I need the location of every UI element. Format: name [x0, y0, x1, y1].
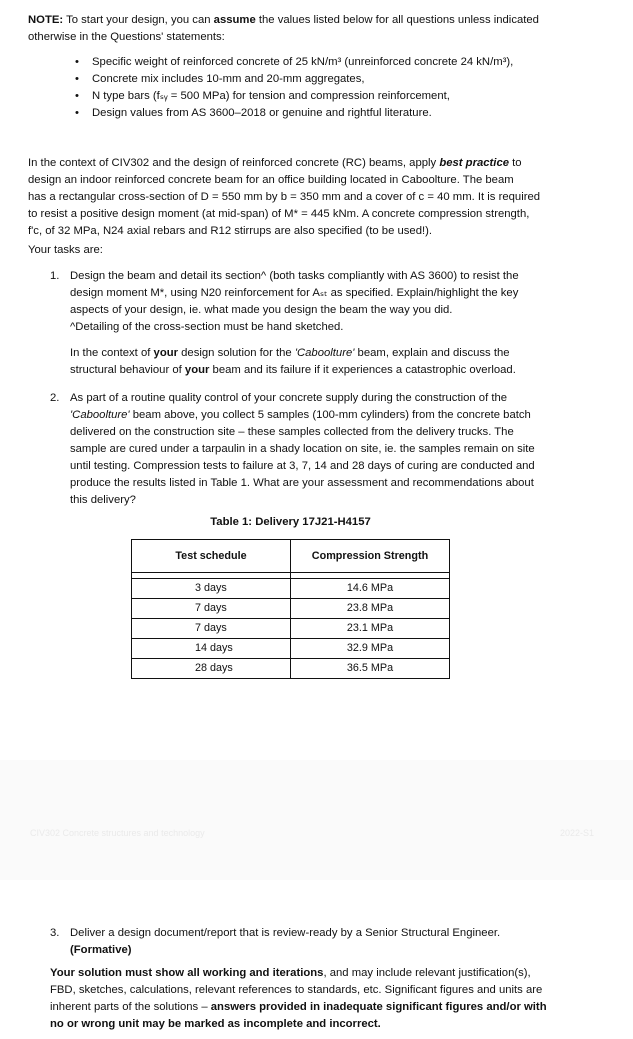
table-header-row: [132, 540, 450, 573]
note-section: [28, 12, 608, 122]
column-header: Test schedule: [132, 540, 291, 573]
list-item: • N type bars (fₛᵧ = 500 MPa) for tension and compression reinforcement,: [28, 88, 608, 105]
page-break: [0, 760, 633, 880]
context-paragraph: In the context of CIV302 and the design of reinforced concrete (RC) beams, apply best practice to design an indoor reinforced concrete beam for an office building located in Caboolture. The beam has a rectangular cross-section of D = 550 mm by b = 350 mm and a cover of c = 40 mm. It is required to resist a positive design moment (at mid-span) of M* = 445 kNm. A concrete compression strength, f'c, of 32 MPa, N24 axial rebars and R12 stirrups are also specified (to be used!). Your tasks are:: [28, 155, 608, 259]
table-row: 7 days 23.8 MPa: [132, 599, 450, 619]
assumption-list: [28, 54, 608, 122]
table-row: 7 days 23.1 MPa: [132, 619, 450, 639]
instructions-paragraph: Your solution must show all working and iterations, and may include relevant justification(s), FBD, sketches, calculations, relevant references to standards, etc. Significant figures and units are inherent parts of the solutions – answers provided in inadequate significant figures and/or with no or wrong unit may be marked as incomplete and incorrect.: [50, 967, 547, 1030]
question-3: 3. Deliver a design document/report that is review-ready by a Senior Structural Engineer. (Formative): [50, 927, 501, 956]
list-item: • Specific weight of reinforced concrete of 25 kN/m³ (unreinforced concrete 24 kN/m³),: [28, 54, 608, 71]
table-row: 28 days 36.5 MPa: [132, 659, 450, 679]
question-number: 3.: [50, 927, 60, 939]
results-table: [131, 539, 450, 679]
footer-watermark-date: 2022-S1: [560, 828, 595, 838]
note-intro-cont: otherwise in the Questions' statements:: [28, 31, 225, 43]
list-item: • Concrete mix includes 10-mm and 20-mm aggregates,: [28, 71, 608, 88]
question-number: 2.: [50, 392, 60, 404]
table-row: 3 days 14.6 MPa: [132, 579, 450, 599]
question-1: 1. Design the beam and detail its section^ (both tasks compliantly with AS 3600) to resist the design moment M*, using N20 reinforcement for Aₛₜ as specified. Explain/highlight the key aspects of your design, ie. what made you design the beam the way you did. ^Detailing of the cross-section must be hand sketched. In the context of your design solution for the 'Caboolture' beam, explain and discuss the structural behaviour of your beam and its failure if it experiences a catastrophic overload.: [50, 270, 519, 376]
list-item: • Design values from AS 3600–2018 or genuine and rightful literature.: [28, 105, 608, 122]
table-row: 14 days 32.9 MPa: [132, 639, 450, 659]
column-header: Compression Strength: [291, 540, 450, 573]
tasks-heading: Your tasks are:: [28, 244, 103, 256]
table-caption: Table 1: Delivery 17J21-H4157: [210, 516, 371, 528]
note-label: NOTE:: [28, 14, 64, 26]
question-2: 2. As part of a routine quality control of your concrete supply during the construction of the 'Caboolture' beam above, you collect 5 samples (100-mm cylinders) from the concrete batch delivered on the construction site – these samples collected from the delivery trucks. The sample are cured under a tarpaulin in a shady location on site, ie. the samples remain on site until testing. Compression tests to failure at 3, 7, 14 and 28 days of curing are conducted and produce the results listed in Table 1. What are your assessment and recommendations about this delivery?: [50, 392, 535, 506]
question-number: 1.: [50, 270, 60, 282]
note-intro: NOTE: To start your design, you can assume the values listed below for all questions unless indicated: [28, 14, 539, 26]
footer-watermark: CIV302 Concrete structures and technology: [30, 828, 205, 838]
